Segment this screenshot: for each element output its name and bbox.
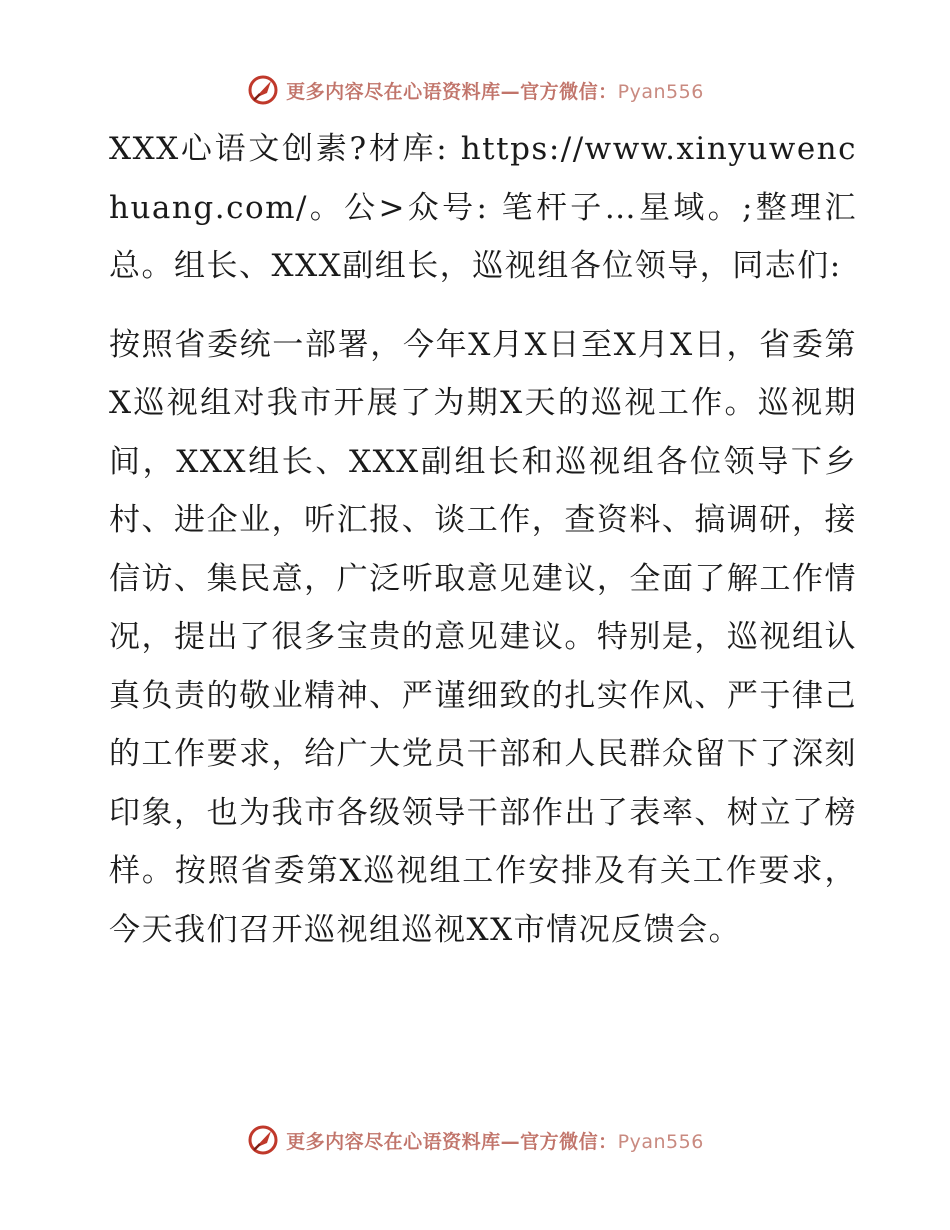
- quill-seal-icon: [246, 73, 280, 107]
- wechat-id: Pyan556: [617, 80, 704, 103]
- paragraph-body: 按照省委统一部署，今年X月X日至X月X日，省委第X巡视组对我市开展了为期X天的巡视工作。巡视期间，XXX组长、XXX副组长和巡视组各位领导下乡村、进企业，听汇报、谈工作，查资料、搞调研，接信访、集民意，广泛听取意见建议，全面了解工作情况，提出了很多宝贵的意见建议。特别是，巡视组认真负责的敬业精神、严谨细致的扎实作风、严于律己的工作要求，给广大党员干部和人民群众留下了深刻印象，也为我市各级领导干部作出了表率、树立了榜样。按照省委第X巡视组工作安排及有关工作要求，今天我们召开巡视组巡视XX市情况反馈会。: [109, 326, 857, 948]
- footer-banner: [0, 1120, 950, 1160]
- paragraph-greeting: XXX心语文创素?材库: https://www.xinyuwenchuang.com/。公>众号: 笔杆子…星域。;整理汇总。组长、XXX副组长，巡视组各位领导，同志们:: [109, 131, 857, 284]
- wechat-id: Pyan556: [617, 1130, 704, 1153]
- quill-seal-icon: [246, 1123, 280, 1157]
- banner-text: 更多内容尽在心语资料库—官方微信：Pyan556: [286, 80, 704, 103]
- document-body: [97, 120, 857, 959]
- header-banner: [0, 70, 950, 110]
- banner-text: 更多内容尽在心语资料库—官方微信：Pyan556: [286, 1130, 704, 1153]
